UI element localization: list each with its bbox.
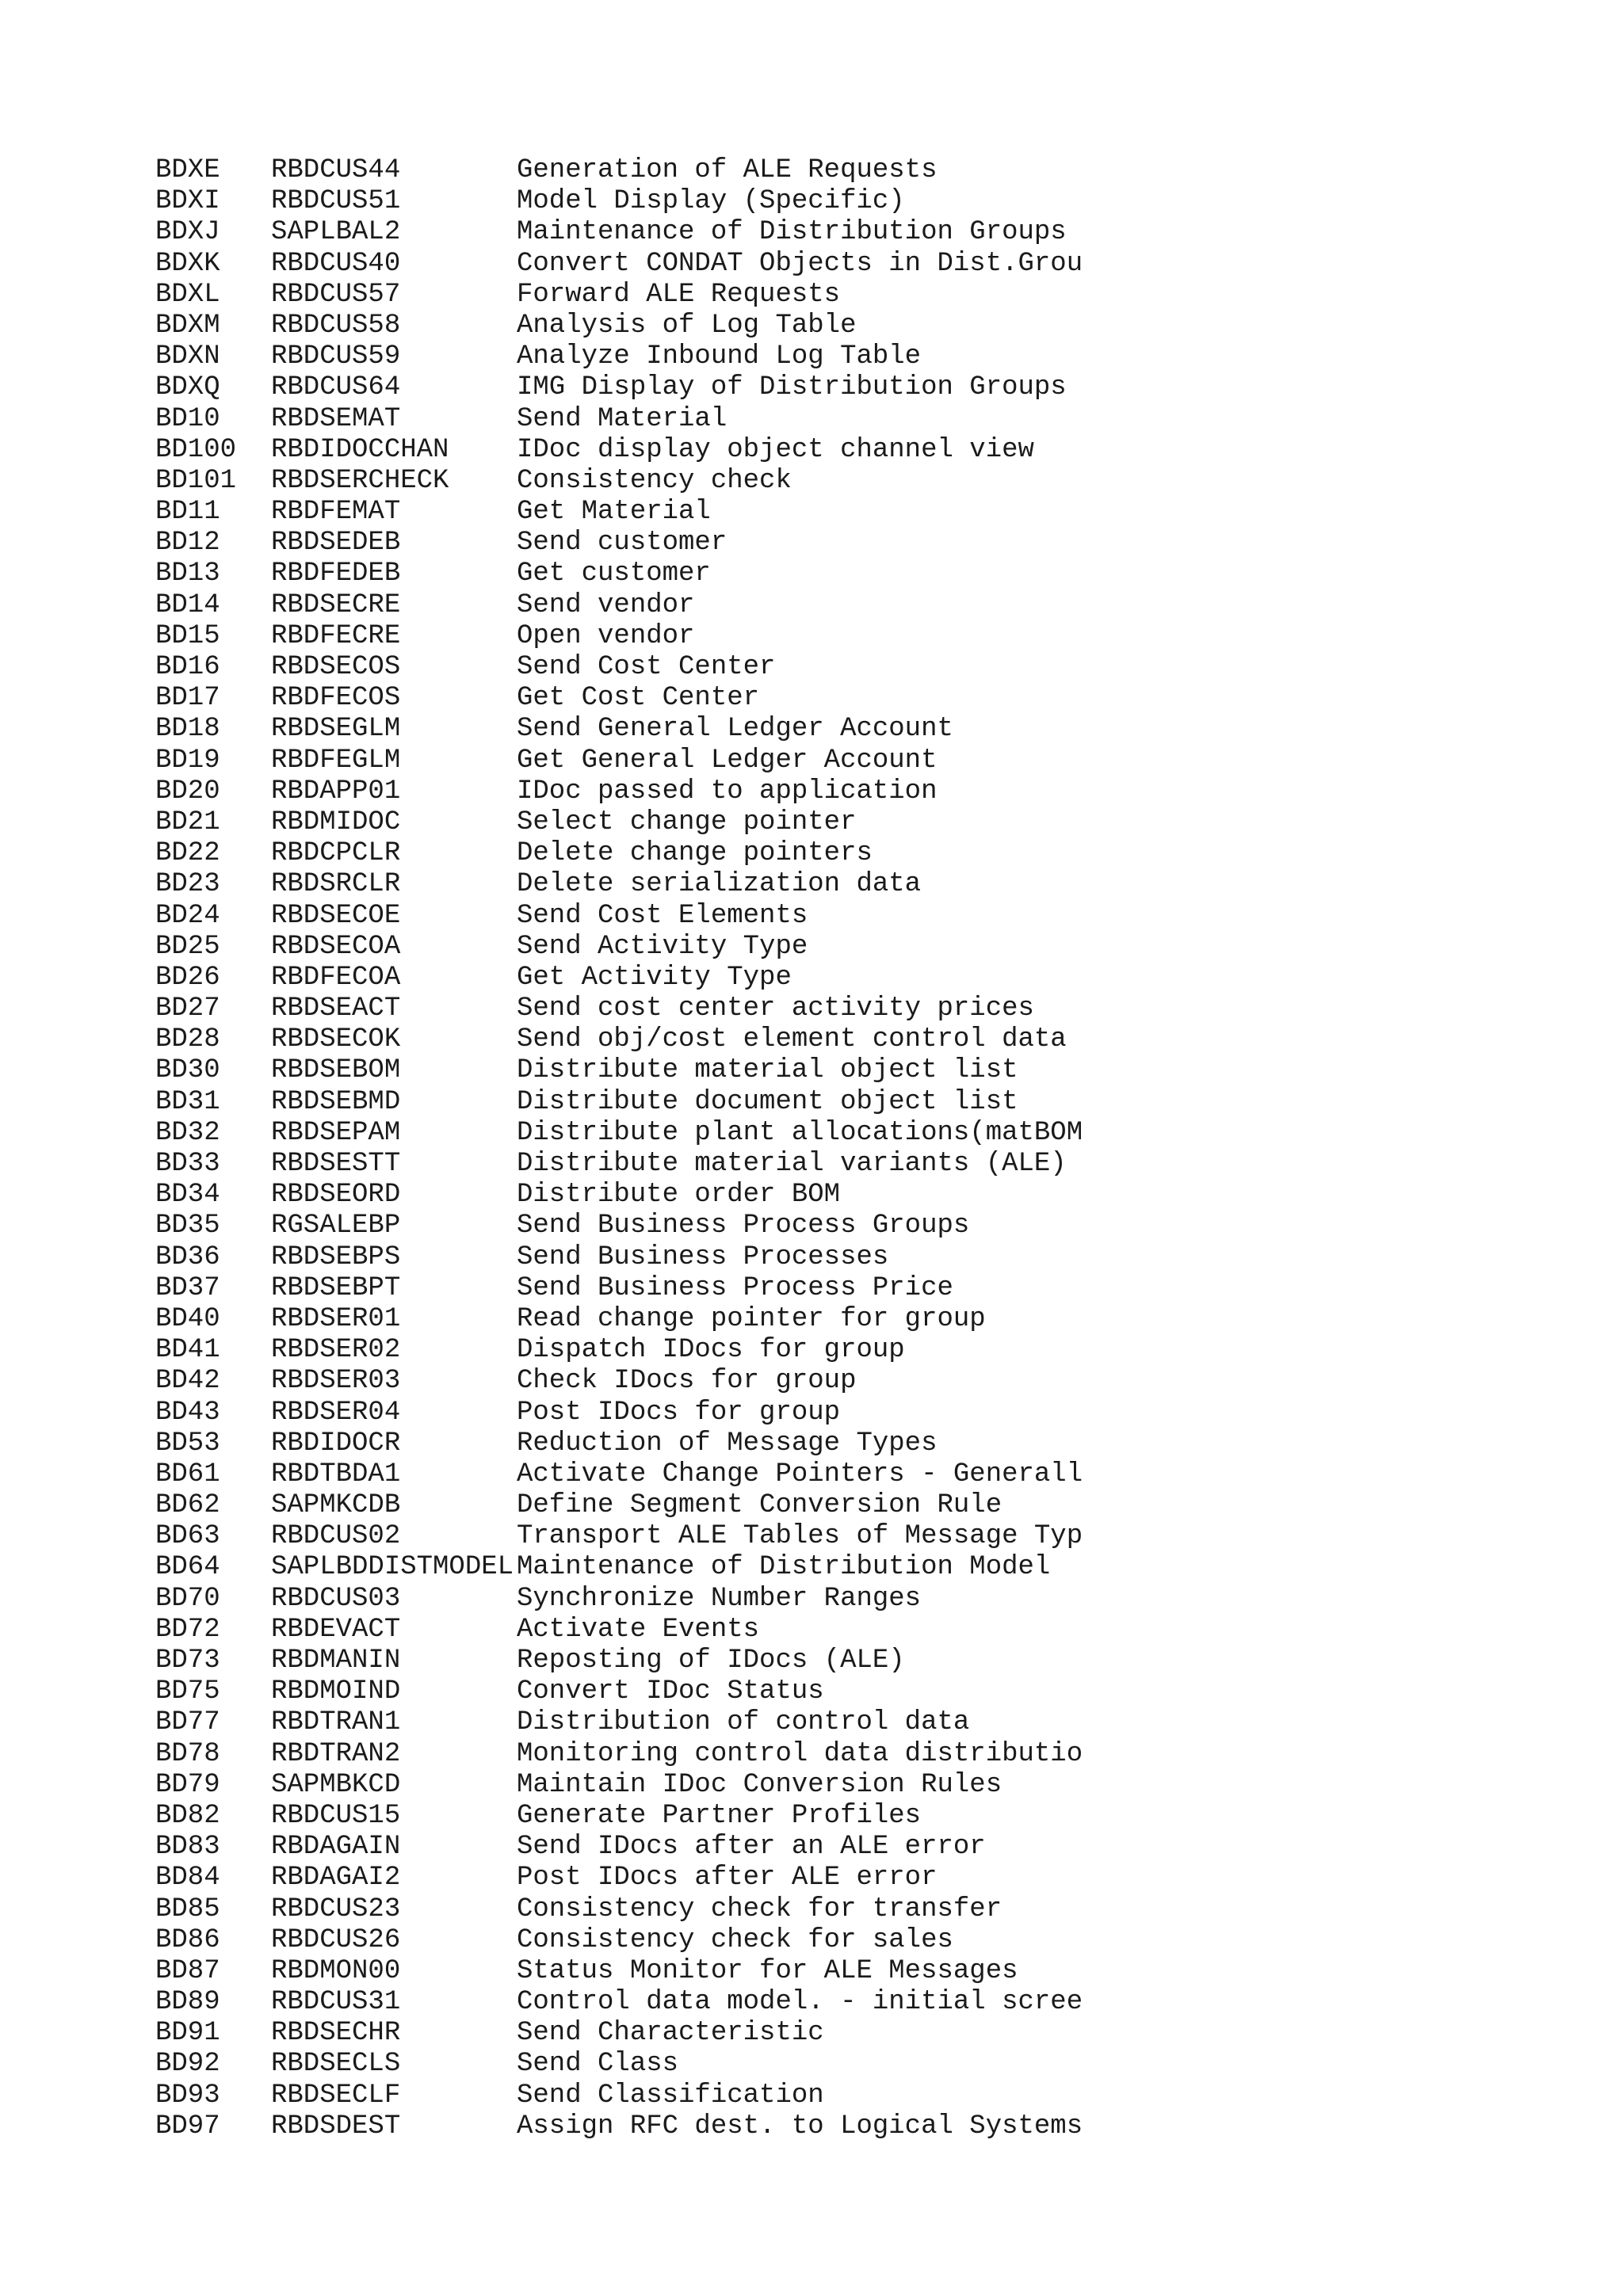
transaction-description: IDoc passed to application [517, 776, 938, 807]
transaction-code: BD83 [155, 1832, 220, 1863]
transaction-code: BD34 [155, 1180, 220, 1211]
program-name: RBDCUS26 [271, 1924, 401, 1955]
transaction-code: BD18 [155, 714, 220, 745]
transaction-code: BDXL [155, 279, 220, 310]
transaction-code: BD84 [155, 1863, 220, 1894]
transaction-code: BD27 [155, 994, 220, 1024]
transaction-description: Synchronize Number Ranges [517, 1583, 922, 1614]
transaction-code: BD25 [155, 931, 220, 962]
transaction-code: BDXE [155, 155, 220, 185]
listing-row [155, 1459, 1582, 1490]
transaction-code: BD28 [155, 1024, 220, 1055]
program-name: RBDTRAN1 [271, 1707, 401, 1738]
transaction-code: BD30 [155, 1055, 220, 1086]
program-name: RBDSEBPS [271, 1241, 401, 1272]
transaction-description: Consistency check for sales [517, 1924, 953, 1955]
listing-row [155, 466, 1582, 497]
transaction-description: Send Business Process Price [517, 1272, 953, 1303]
transaction-description: Distribute document object list [517, 1086, 1018, 1117]
program-name: RBDCUS57 [271, 279, 401, 310]
transaction-description: Distribute order BOM [517, 1180, 841, 1211]
transaction-description: Consistency check [517, 465, 792, 496]
program-name: RBDSEORD [271, 1180, 401, 1211]
program-name: RBDCUS15 [271, 1800, 401, 1831]
program-name: RBDMOIND [271, 1676, 401, 1707]
listing-row [155, 1956, 1582, 1987]
transaction-code: BD14 [155, 589, 220, 620]
program-name: RBDSEACT [271, 994, 401, 1024]
transaction-description: Send Material [517, 403, 727, 434]
transaction-description: Activate Change Pointers - Generall [517, 1459, 1083, 1489]
program-name: RBDCUS59 [271, 341, 401, 372]
transaction-code: BD53 [155, 1428, 220, 1459]
listing-row [155, 1398, 1582, 1428]
transaction-description: Get Cost Center [517, 683, 760, 714]
transaction-description: Read change pointer for group [517, 1303, 986, 1334]
listing-row [155, 404, 1582, 435]
transaction-code: BD101 [155, 465, 237, 496]
transaction-code: BD100 [155, 434, 237, 465]
program-name: RBDCUS64 [271, 372, 401, 403]
listing-row [155, 1180, 1582, 1211]
transaction-code: BD91 [155, 2018, 220, 2049]
program-name: RBDCUS02 [271, 1521, 401, 1552]
transaction-description: Maintenance of Distribution Model [517, 1552, 1051, 1583]
transaction-code: BD93 [155, 2080, 220, 2111]
listing-row [155, 2081, 1582, 2111]
transaction-code: BD10 [155, 403, 220, 434]
program-name: RBDFECOS [271, 683, 401, 714]
listing-row [155, 1646, 1582, 1676]
listing-row [155, 994, 1582, 1024]
transaction-description: IMG Display of Distribution Groups [517, 372, 1067, 403]
listing-row [155, 217, 1582, 248]
transaction-code: BD42 [155, 1366, 220, 1397]
transaction-code: BD40 [155, 1303, 220, 1334]
program-name: RBDSECLF [271, 2080, 401, 2111]
transaction-code: BDXK [155, 248, 220, 279]
transaction-description: Send Characteristic [517, 2018, 824, 2049]
transaction-code: BD15 [155, 620, 220, 651]
transaction-code: BD61 [155, 1459, 220, 1489]
transaction-description: Send Cost Center [517, 652, 776, 682]
transaction-description: Dispatch IDocs for group [517, 1335, 905, 1366]
program-name: RBDCUS40 [271, 248, 401, 279]
transaction-code: BD78 [155, 1738, 220, 1769]
program-name: RBDSEBOM [271, 1055, 401, 1086]
transaction-code: BD24 [155, 900, 220, 931]
transaction-code: BD20 [155, 776, 220, 807]
transaction-description: Convert IDoc Status [517, 1676, 824, 1707]
transaction-description: Distribute material object list [517, 1055, 1018, 1086]
transaction-code: BD22 [155, 838, 220, 869]
transaction-code: BD41 [155, 1335, 220, 1366]
listing-row [155, 683, 1582, 714]
listing-row [155, 186, 1582, 217]
program-name: RBDTRAN2 [271, 1738, 401, 1769]
listing-row [155, 1584, 1582, 1615]
transaction-code: BD43 [155, 1397, 220, 1428]
transaction-code: BD33 [155, 1149, 220, 1179]
program-name: RBDAGAI2 [271, 1863, 401, 1894]
listing-row [155, 1428, 1582, 1459]
listing-row [155, 311, 1582, 341]
program-name: SAPMKCDB [271, 1490, 401, 1521]
transaction-code: BD89 [155, 1987, 220, 2018]
program-name: RBDFEGLM [271, 745, 401, 776]
transaction-code: BDXI [155, 186, 220, 217]
listing-row [155, 963, 1582, 994]
transaction-description: Post IDocs for group [517, 1397, 841, 1428]
transaction-description: Distribution of control data [517, 1707, 970, 1738]
program-name: RBDCUS44 [271, 155, 401, 185]
listing-row [155, 1801, 1582, 1832]
transaction-description: Delete change pointers [517, 838, 873, 869]
listing-row [155, 807, 1582, 838]
listing-row [155, 1925, 1582, 1956]
program-name: RBDCUS51 [271, 186, 401, 217]
transaction-code: BD92 [155, 2049, 220, 2080]
transaction-code: BD11 [155, 497, 220, 528]
listing-row [155, 1118, 1582, 1149]
program-name: RBDCUS03 [271, 1583, 401, 1614]
transaction-description: Control data model. - initial scree [517, 1987, 1083, 2018]
transaction-code: BD79 [155, 1769, 220, 1800]
listing-row [155, 1894, 1582, 1925]
transaction-description: Send vendor [517, 589, 695, 620]
program-name: RBDMANIN [271, 1646, 401, 1676]
program-name: RBDAPP01 [271, 776, 401, 807]
listing-row [155, 1304, 1582, 1335]
listing-row [155, 372, 1582, 403]
program-name: RBDIDOCR [271, 1428, 401, 1459]
transaction-description: Distribute material variants (ALE) [517, 1149, 1067, 1179]
listing-row [155, 1832, 1582, 1863]
program-name: RBDSEGLM [271, 714, 401, 745]
transaction-code: BD77 [155, 1707, 220, 1738]
listing-row [155, 1707, 1582, 1738]
listing-row [155, 714, 1582, 745]
listing-row [155, 528, 1582, 559]
program-name: RBDSER02 [271, 1335, 401, 1366]
transaction-description: Send Class [517, 2049, 679, 2080]
transaction-description: Open vendor [517, 620, 695, 651]
transaction-code: BD19 [155, 745, 220, 776]
program-name: RBDSER01 [271, 1303, 401, 1334]
transaction-description: Get Material [517, 497, 711, 528]
program-name: RBDFEMAT [271, 497, 401, 528]
transaction-description: Activate Events [517, 1614, 760, 1645]
listing-row [155, 1211, 1582, 1241]
transaction-description: Define Segment Conversion Rule [517, 1490, 1002, 1521]
transaction-description: Send Activity Type [517, 931, 808, 962]
transaction-code: BD63 [155, 1521, 220, 1552]
program-name: RBDSECOS [271, 652, 401, 682]
listing-row [155, 1087, 1582, 1118]
transaction-description: Send Business Processes [517, 1241, 889, 1272]
transaction-description: Send Business Process Groups [517, 1211, 970, 1241]
listing-row [155, 1770, 1582, 1801]
listing-row [155, 1676, 1582, 1707]
listing-row [155, 1055, 1582, 1086]
transaction-description: Maintenance of Distribution Groups [517, 217, 1067, 248]
listing-row [155, 1024, 1582, 1055]
transaction-description: Send cost center activity prices [517, 994, 1034, 1024]
transaction-code: BD12 [155, 528, 220, 559]
program-name: RBDIDOCCHAN [271, 434, 449, 465]
transaction-description: Delete serialization data [517, 869, 922, 900]
listing-row [155, 932, 1582, 963]
program-name: RBDSER04 [271, 1397, 401, 1428]
listing-row [155, 1863, 1582, 1894]
transaction-code: BD73 [155, 1646, 220, 1676]
transaction-description: Transport ALE Tables of Message Typ [517, 1521, 1083, 1552]
program-name: RBDSERCHECK [271, 465, 449, 496]
listing-row [155, 590, 1582, 621]
program-name: RBDFECOA [271, 962, 401, 993]
transaction-code: BD35 [155, 1211, 220, 1241]
listing-row [155, 901, 1582, 932]
transaction-description: IDoc display object channel view [517, 434, 1034, 465]
listing-row [155, 497, 1582, 528]
listing-row [155, 1242, 1582, 1273]
program-name: RBDCPCLR [271, 838, 401, 869]
transaction-description: Send obj/cost element control data [517, 1024, 1067, 1055]
transaction-description: Get customer [517, 559, 711, 589]
transaction-code: BD82 [155, 1800, 220, 1831]
listing-row [155, 1739, 1582, 1770]
listing-row [155, 1366, 1582, 1397]
transaction-description: Status Monitor for ALE Messages [517, 1955, 1018, 1986]
program-name: RBDMON00 [271, 1955, 401, 1986]
transaction-description: Assign RFC dest. to Logical Systems [517, 2111, 1083, 2142]
listing-row [155, 1987, 1582, 2018]
listing-row [155, 652, 1582, 683]
transaction-description: Send IDocs after an ALE error [517, 1832, 986, 1863]
transaction-code: BD62 [155, 1490, 220, 1521]
program-name: RBDEVACT [271, 1614, 401, 1645]
transaction-listing [155, 155, 1582, 2142]
listing-row [155, 249, 1582, 280]
transaction-description: Reduction of Message Types [517, 1428, 938, 1459]
listing-row [155, 155, 1582, 186]
listing-row [155, 559, 1582, 589]
transaction-description: Reposting of IDocs (ALE) [517, 1646, 905, 1676]
program-name: RBDSEDEB [271, 528, 401, 559]
transaction-description: Send Cost Elements [517, 900, 808, 931]
transaction-code: BDXJ [155, 217, 220, 248]
transaction-code: BD23 [155, 869, 220, 900]
transaction-description: Generation of ALE Requests [517, 155, 938, 185]
listing-row [155, 1552, 1582, 1583]
program-name: RBDFECRE [271, 620, 401, 651]
transaction-code: BDXQ [155, 372, 220, 403]
transaction-description: Send customer [517, 528, 727, 559]
transaction-code: BD70 [155, 1583, 220, 1614]
transaction-description: Monitoring control data distributio [517, 1738, 1083, 1769]
transaction-code: BD31 [155, 1086, 220, 1117]
transaction-code: BD64 [155, 1552, 220, 1583]
transaction-description: Send General Ledger Account [517, 714, 953, 745]
listing-row [155, 621, 1582, 652]
listing-row [155, 435, 1582, 466]
transaction-code: BD75 [155, 1676, 220, 1707]
program-name: RBDCUS58 [271, 310, 401, 341]
listing-row [155, 2018, 1582, 2049]
program-name: RBDSEMAT [271, 403, 401, 434]
program-name: RBDSESTT [271, 1149, 401, 1179]
transaction-description: Maintain IDoc Conversion Rules [517, 1769, 1002, 1800]
program-name: RBDFEDEB [271, 559, 401, 589]
transaction-description: Consistency check for transfer [517, 1894, 1002, 1924]
listing-row [155, 1615, 1582, 1646]
transaction-code: BD16 [155, 652, 220, 682]
listing-row [155, 869, 1582, 900]
program-name: SAPMBKCD [271, 1769, 401, 1800]
listing-row [155, 1490, 1582, 1521]
transaction-description: Convert CONDAT Objects in Dist.Grou [517, 248, 1083, 279]
transaction-description: Post IDocs after ALE error [517, 1863, 938, 1894]
transaction-code: BDXN [155, 341, 220, 372]
transaction-code: BD17 [155, 683, 220, 714]
transaction-code: BD36 [155, 1241, 220, 1272]
listing-row [155, 1521, 1582, 1552]
transaction-description: Select change pointer [517, 807, 857, 837]
program-name: RBDCUS31 [271, 1987, 401, 2018]
listing-row [155, 746, 1582, 776]
transaction-code: BD26 [155, 962, 220, 993]
transaction-description: Forward ALE Requests [517, 279, 841, 310]
listing-row [155, 1335, 1582, 1366]
listing-row [155, 280, 1582, 311]
program-name: RBDSEBPT [271, 1272, 401, 1303]
program-name: RBDAGAIN [271, 1832, 401, 1863]
program-name: SAPLBDDISTMODEL [271, 1552, 514, 1583]
listing-row [155, 838, 1582, 869]
transaction-description: Distribute plant allocations(matBOM [517, 1117, 1083, 1148]
program-name: RBDSECHR [271, 2018, 401, 2049]
program-name: RBDMIDOC [271, 807, 401, 837]
transaction-code: BD37 [155, 1272, 220, 1303]
listing-row [155, 1149, 1582, 1180]
program-name: RBDSECLS [271, 2049, 401, 2080]
transaction-code: BD97 [155, 2111, 220, 2142]
listing-row [155, 341, 1582, 372]
listing-row [155, 2049, 1582, 2080]
transaction-description: Analysis of Log Table [517, 310, 857, 341]
program-name: RBDSRCLR [271, 869, 401, 900]
transaction-code: BD85 [155, 1894, 220, 1924]
program-name: RBDSER03 [271, 1366, 401, 1397]
listing-row [155, 1273, 1582, 1304]
listing-row [155, 2111, 1582, 2142]
transaction-code: BD21 [155, 807, 220, 837]
program-name: RBDSEPAM [271, 1117, 401, 1148]
program-name: RBDSECOE [271, 900, 401, 931]
transaction-code: BD86 [155, 1924, 220, 1955]
program-name: RBDSEBMD [271, 1086, 401, 1117]
transaction-code: BD72 [155, 1614, 220, 1645]
program-name: RBDTBDA1 [271, 1459, 401, 1489]
transaction-description: Get General Ledger Account [517, 745, 938, 776]
transaction-code: BD13 [155, 559, 220, 589]
program-name: RBDSDEST [271, 2111, 401, 2142]
listing-row [155, 776, 1582, 807]
transaction-description: Get Activity Type [517, 962, 792, 993]
transaction-code: BDXM [155, 310, 220, 341]
transaction-code: BD32 [155, 1117, 220, 1148]
transaction-code: BD87 [155, 1955, 220, 1986]
program-name: RBDSECRE [271, 589, 401, 620]
transaction-description: Send Classification [517, 2080, 824, 2111]
program-name: RBDSECOK [271, 1024, 401, 1055]
program-name: RBDCUS23 [271, 1894, 401, 1924]
program-name: RBDSECOA [271, 931, 401, 962]
program-name: RGSALEBP [271, 1211, 401, 1241]
transaction-description: Analyze Inbound Log Table [517, 341, 922, 372]
program-name: SAPLBAL2 [271, 217, 401, 248]
transaction-description: Model Display (Specific) [517, 186, 905, 217]
transaction-description: Check IDocs for group [517, 1366, 857, 1397]
transaction-description: Generate Partner Profiles [517, 1800, 922, 1831]
